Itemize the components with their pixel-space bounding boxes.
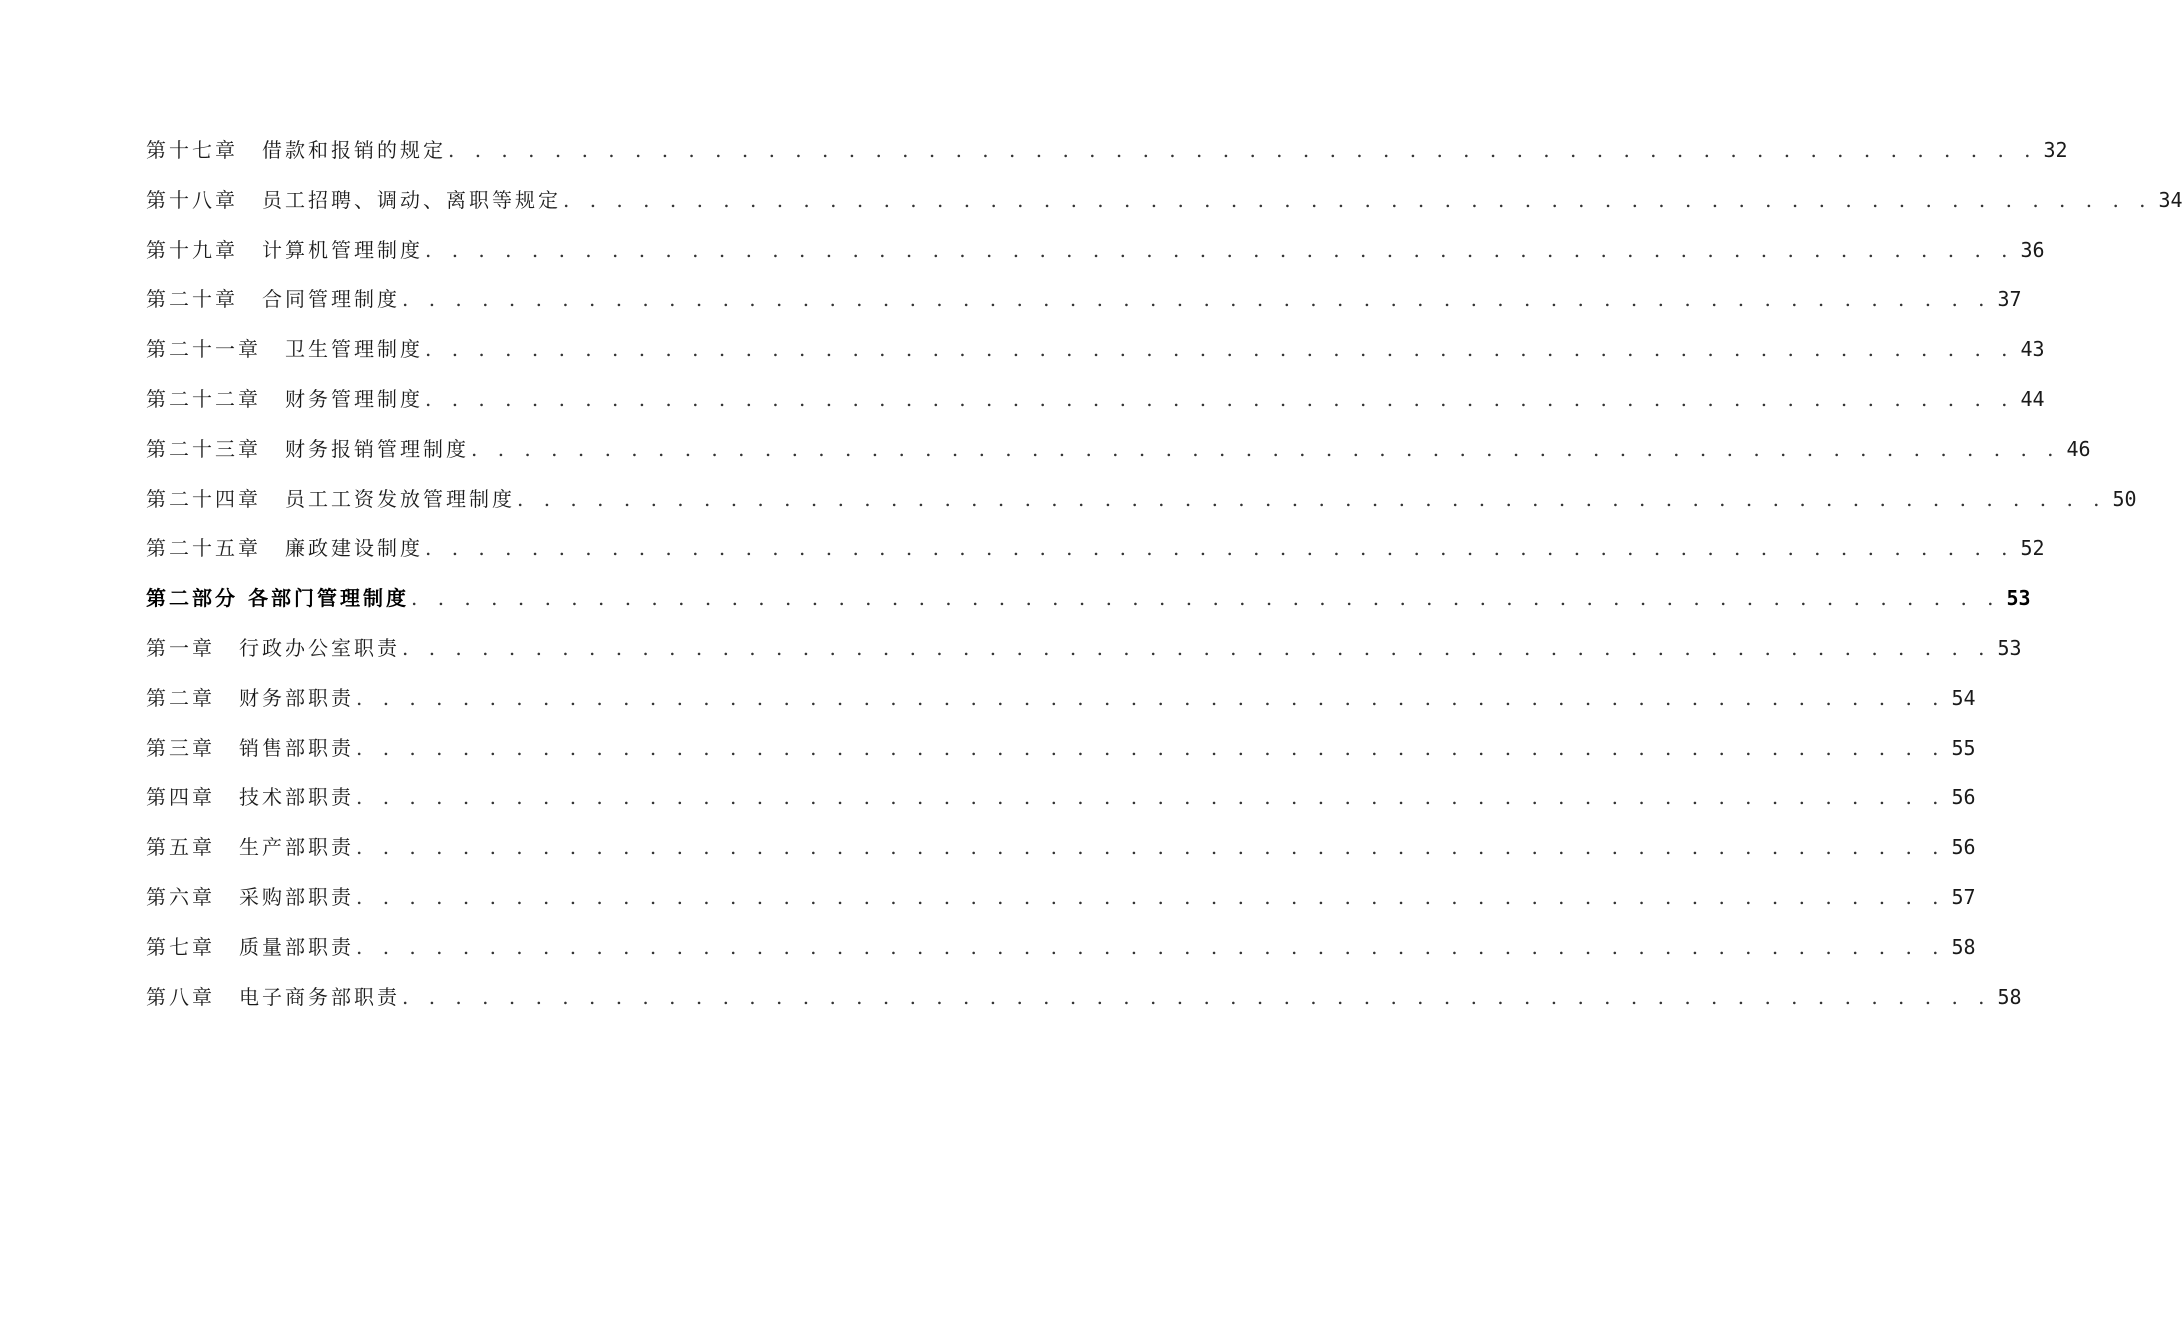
toc-entry[interactable]: [146, 773, 1976, 823]
toc-part-heading[interactable]: [146, 574, 2031, 624]
toc-entry[interactable]: [146, 724, 1976, 774]
toc-part-number: 第二部分: [146, 586, 238, 611]
toc-chapter-number: 第二十一章: [146, 337, 261, 362]
toc-page-number: 52: [2020, 536, 2045, 561]
toc-dot-leader: . . . . . . . . . . . . . . . . . . . . . . . . . . . . . . . . . . . . . . . . . . . . . . . . . . . . . . . . . . . .: [471, 436, 2061, 461]
toc-entry[interactable]: [146, 176, 2183, 226]
toc-entry-title: 廉政建设制度: [285, 536, 423, 561]
toc-chapter-number: 第二十五章: [146, 536, 261, 561]
toc-page-number: 36: [2020, 237, 2045, 262]
toc-page-number: 50: [2112, 486, 2137, 511]
toc-dot-leader: . . . . . . . . . . . . . . . . . . . . . . . . . . . . . . . . . . . . . . . . . . . . . . . . . . . . . . . . . . . .: [356, 934, 1946, 959]
toc-entry-title: 采购部职责: [239, 884, 354, 909]
toc-entry[interactable]: [146, 524, 2045, 574]
toc-dot-leader: . . . . . . . . . . . . . . . . . . . . . . . . . . . . . . . . . . . . . . . . . . . . . . . . . . . . . . . . . . . .: [402, 635, 1992, 660]
toc-chapter-number: 第二十三章: [146, 436, 261, 461]
toc-chapter-number: 第五章: [146, 835, 215, 860]
toc-entry[interactable]: [146, 425, 2091, 475]
toc-dot-leader: . . . . . . . . . . . . . . . . . . . . . . . . . . . . . . . . . . . . . . . . . . . . . . . . . . . . . . . . . . . .: [356, 884, 1946, 909]
toc-dot-leader: . . . . . . . . . . . . . . . . . . . . . . . . . . . . . . . . . . . . . . . . . . . . . . . . . . . . . . . . . . . .: [411, 586, 2001, 611]
toc-entry-title: 员工招聘、调动、离职等规定: [262, 187, 561, 212]
toc-page-number: 43: [2020, 337, 2045, 362]
toc-page-number: 58: [1997, 984, 2022, 1009]
toc-entry-title: 销售部职责: [239, 735, 354, 760]
toc-chapter-number: 第二章: [146, 685, 215, 710]
toc-entry-title: 计算机管理制度: [262, 237, 423, 262]
toc-page-number: 58: [1951, 934, 1976, 959]
toc-dot-leader: . . . . . . . . . . . . . . . . . . . . . . . . . . . . . . . . . . . . . . . . . . . . . . . . . . . . . . . . . . . .: [402, 984, 1992, 1009]
toc-dot-leader: . . . . . . . . . . . . . . . . . . . . . . . . . . . . . . . . . . . . . . . . . . . . . . . . . . . . . . . . . . . .: [356, 785, 1946, 810]
toc-entry[interactable]: [146, 823, 1976, 873]
toc-chapter-number: 第一章: [146, 635, 215, 660]
toc-entry[interactable]: [146, 973, 2022, 1023]
toc-chapter-number: 第十八章: [146, 187, 238, 212]
toc-entry[interactable]: [146, 126, 2068, 176]
toc-dot-leader: . . . . . . . . . . . . . . . . . . . . . . . . . . . . . . . . . . . . . . . . . . . . . . . . . . . . . . . . . . . .: [425, 337, 2015, 362]
toc-page-number: 53: [1997, 635, 2022, 660]
toc-chapter-number: 第十九章: [146, 237, 238, 262]
toc-entry-title: 借款和报销的规定: [262, 138, 446, 162]
toc-dot-leader: . . . . . . . . . . . . . . . . . . . . . . . . . . . . . . . . . . . . . . . . . . . . . . . . . . . . . . . . . . . .: [425, 386, 2015, 411]
toc-page-number: 53: [2006, 586, 2031, 611]
toc-chapter-number: 第八章: [146, 984, 215, 1009]
toc-entry-title: 行政办公室职责: [239, 635, 400, 660]
toc-entry-title: 员工工资发放管理制度: [285, 486, 515, 511]
toc-entry-title: 财务报销管理制度: [285, 436, 469, 461]
toc-page-number: 57: [1951, 884, 1976, 909]
toc-entry[interactable]: [146, 923, 1976, 973]
toc-part-title: 各部门管理制度: [248, 586, 409, 611]
toc-page-number: 32: [2043, 138, 2068, 162]
toc-entry-title: 生产部职责: [239, 835, 354, 860]
toc-page-number: 55: [1951, 735, 1976, 760]
toc-chapter-number: 第六章: [146, 884, 215, 909]
toc-page-number: 37: [1997, 287, 2022, 312]
toc-entry[interactable]: [146, 475, 2137, 525]
toc-entry[interactable]: [146, 873, 1976, 923]
toc-entry-title: 质量部职责: [239, 934, 354, 959]
toc-entry-title: 卫生管理制度: [285, 337, 423, 362]
toc-page-number: 44: [2020, 386, 2045, 411]
toc-entry[interactable]: [146, 624, 2022, 674]
toc-entry-title: 财务管理制度: [285, 386, 423, 411]
toc-page-number: 54: [1951, 685, 1976, 710]
toc-chapter-number: 第二十二章: [146, 386, 261, 411]
toc-dot-leader: . . . . . . . . . . . . . . . . . . . . . . . . . . . . . . . . . . . . . . . . . . . . . . . . . . . . . . . . . . . .: [448, 138, 2038, 162]
toc-chapter-number: 第四章: [146, 785, 215, 810]
toc-entry[interactable]: [146, 375, 2045, 425]
toc-page-number: 56: [1951, 835, 1976, 860]
toc-entry[interactable]: [146, 325, 2045, 375]
toc-entry-title: 技术部职责: [239, 785, 354, 810]
toc-entry-title: 电子商务部职责: [239, 984, 400, 1009]
toc-dot-leader: . . . . . . . . . . . . . . . . . . . . . . . . . . . . . . . . . . . . . . . . . . . . . . . . . . . . . . . . . . . .: [425, 536, 2015, 561]
toc-dot-leader: . . . . . . . . . . . . . . . . . . . . . . . . . . . . . . . . . . . . . . . . . . . . . . . . . . . . . . . . . . . .: [402, 287, 1992, 312]
toc-entry-title: 合同管理制度: [262, 287, 400, 312]
toc-chapter-number: 第七章: [146, 934, 215, 959]
toc-entry-title: 财务部职责: [239, 685, 354, 710]
toc-entry[interactable]: [146, 674, 1976, 724]
toc-chapter-number: 第二十章: [146, 287, 238, 312]
toc-entry[interactable]: [146, 275, 2022, 325]
toc-dot-leader: . . . . . . . . . . . . . . . . . . . . . . . . . . . . . . . . . . . . . . . . . . . . . . . . . . . . . . . . . . . .: [563, 187, 2153, 212]
toc-page-number: 46: [2066, 436, 2091, 461]
toc-page-number: 56: [1951, 785, 1976, 810]
toc-dot-leader: . . . . . . . . . . . . . . . . . . . . . . . . . . . . . . . . . . . . . . . . . . . . . . . . . . . . . . . . . . . .: [517, 486, 2107, 511]
toc-chapter-number: 第三章: [146, 735, 215, 760]
toc-dot-leader: . . . . . . . . . . . . . . . . . . . . . . . . . . . . . . . . . . . . . . . . . . . . . . . . . . . . . . . . . . . .: [425, 237, 2015, 262]
toc-chapter-number: 第十七章: [146, 138, 238, 162]
toc-page-number: 34: [2158, 187, 2183, 212]
toc-entry[interactable]: [146, 226, 2045, 276]
toc-dot-leader: . . . . . . . . . . . . . . . . . . . . . . . . . . . . . . . . . . . . . . . . . . . . . . . . . . . . . . . . . . . .: [356, 685, 1946, 710]
table-of-contents: [146, 126, 2183, 1022]
toc-dot-leader: . . . . . . . . . . . . . . . . . . . . . . . . . . . . . . . . . . . . . . . . . . . . . . . . . . . . . . . . . . . .: [356, 735, 1946, 760]
toc-dot-leader: . . . . . . . . . . . . . . . . . . . . . . . . . . . . . . . . . . . . . . . . . . . . . . . . . . . . . . . . . . . .: [356, 835, 1946, 860]
toc-chapter-number: 第二十四章: [146, 486, 261, 511]
